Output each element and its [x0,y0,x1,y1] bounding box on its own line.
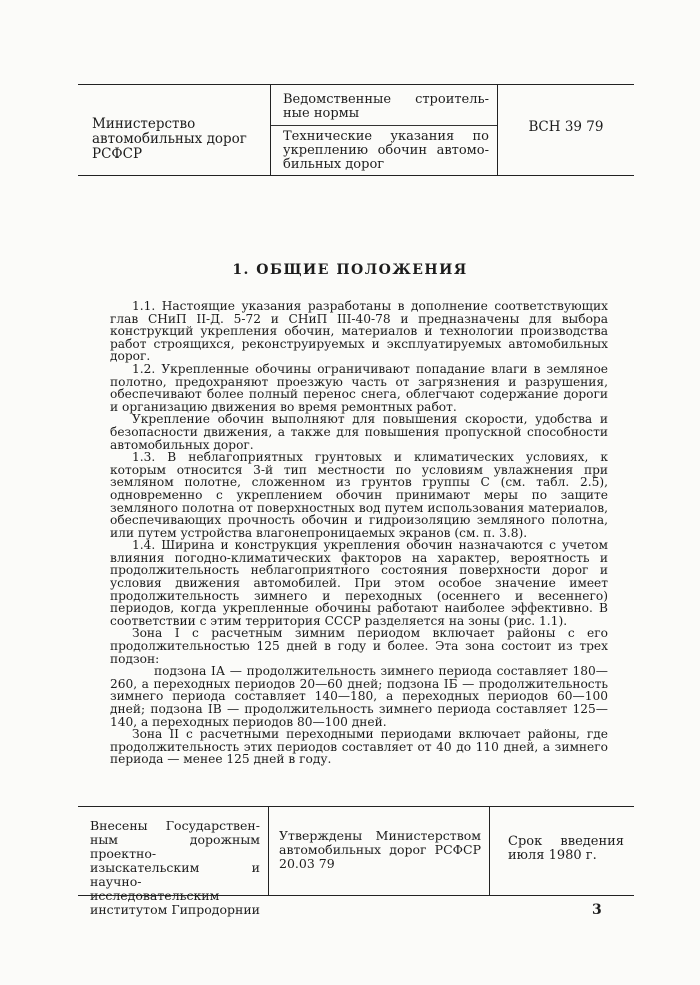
paragraph-subzones: подзона IА — продолжительность зимнего периода составляет 180—260, а переходных периодов 20—60 дней; подзона IБ — продолжительность зимнего периода составляет 140—180, а переходных периодов 60—100 дней; подзона IВ — продолжительность зимнего периода составляет 125—140, а переходных периодов 80—100 дней. [110,664,608,729]
norm-type: Ведомственные строительные нормы [271,85,497,126]
page-number: 3 [592,902,602,918]
approved-by: Утверждены Министерством автомобильных дорог РСФСР 20.03 79 [268,807,490,895]
section-title: 1. ОБЩИЕ ПОЛОЖЕНИЯ [232,262,468,278]
footer-table [78,806,634,917]
paragraph-1-2: 1.2. Укрепленные обочины ограничивают попадание влаги в земляное полотно, предохраняют проезжую часть от загрязнения и разрушения, обеспечивают более полный перенос снега, облегчают содержание дороги и организацию движения во время ремонтных работ. [110,361,608,414]
section-body [110,300,608,766]
ministry-cell: Министерство автомобильных дорог РСФСР [92,116,247,162]
paragraph-1-2-continued: Укрепление обочин выполняют для повышения скорости, удобства и безопасности движения, а также для повышения пропускной способности автомобильных дорог. [110,412,608,452]
norm-info-cell [270,85,498,175]
introduced-by: Внесены Государственным дорожным проектно-изыскательским и научно-исследовательским институтом Гипродорнии [90,818,261,917]
paragraph-zone-2: Зона II с расчетными переходными периодами включает районы, где продолжительность этих периодов составляет от 40 до 110 дней, а зимнего периода — менее 125 дней в году. [110,727,608,767]
header-table [78,84,634,176]
paragraph-zone-1: Зона I с расчетным зимним периодом включает районы с его продолжительностью 125 дней в году и более. Эта зона состоит из трех подзон: [110,626,608,666]
paragraph-1-3: 1.3. В неблагоприятных грунтовых и климатических условиях, к которым относится 3-й тип местности по условиям увлажнения при земляном полотне, сложенном из грунтов группы С (см. табл. 2.5), одновременно с укреплением обочин принимают меры по защите земляного полотна от поверхностных вод путем использования материалов, обеспечивающих прочность обочин и гидроизоляцию земляного полотна, или путем устройства влагонепроницаемых экранов (см. п. 3.8). [110,450,608,540]
document-title: Технические указания по укреплению обочин автомобильных дорог [283,129,489,172]
document-code: ВСН 39 79 [528,119,604,135]
effective-date: Срок введения июля 1980 г. [508,834,624,863]
paragraph-1-4: 1.4. Ширина и конструкция укрепления обочин назначаются с учетом влияния погодно-климатических факторов на характер, вероятность и продолжительность неблагоприятного состояния поверхности дорог и условия движения автомобилей. При этом особое значение имеет продолжительность зимнего и переходных (осеннего и весеннего) периодов, когда укрепленные обочины работают наиболее эффективно. В соответствии с этим территория СССР разделяется на зоны (рис. 1.1). [110,538,608,628]
paragraph-1-1: 1.1. Настоящие указания разработаны в дополнение соответствующих глав СНиП II-Д. 5-72 и СНиП III-40-78 и предназначены для выбора конструкций укрепления обочин, материалов и технологии производства работ строящихся, реконструируемых и эксплуатируемых автомобильных дорог. [110,299,608,364]
